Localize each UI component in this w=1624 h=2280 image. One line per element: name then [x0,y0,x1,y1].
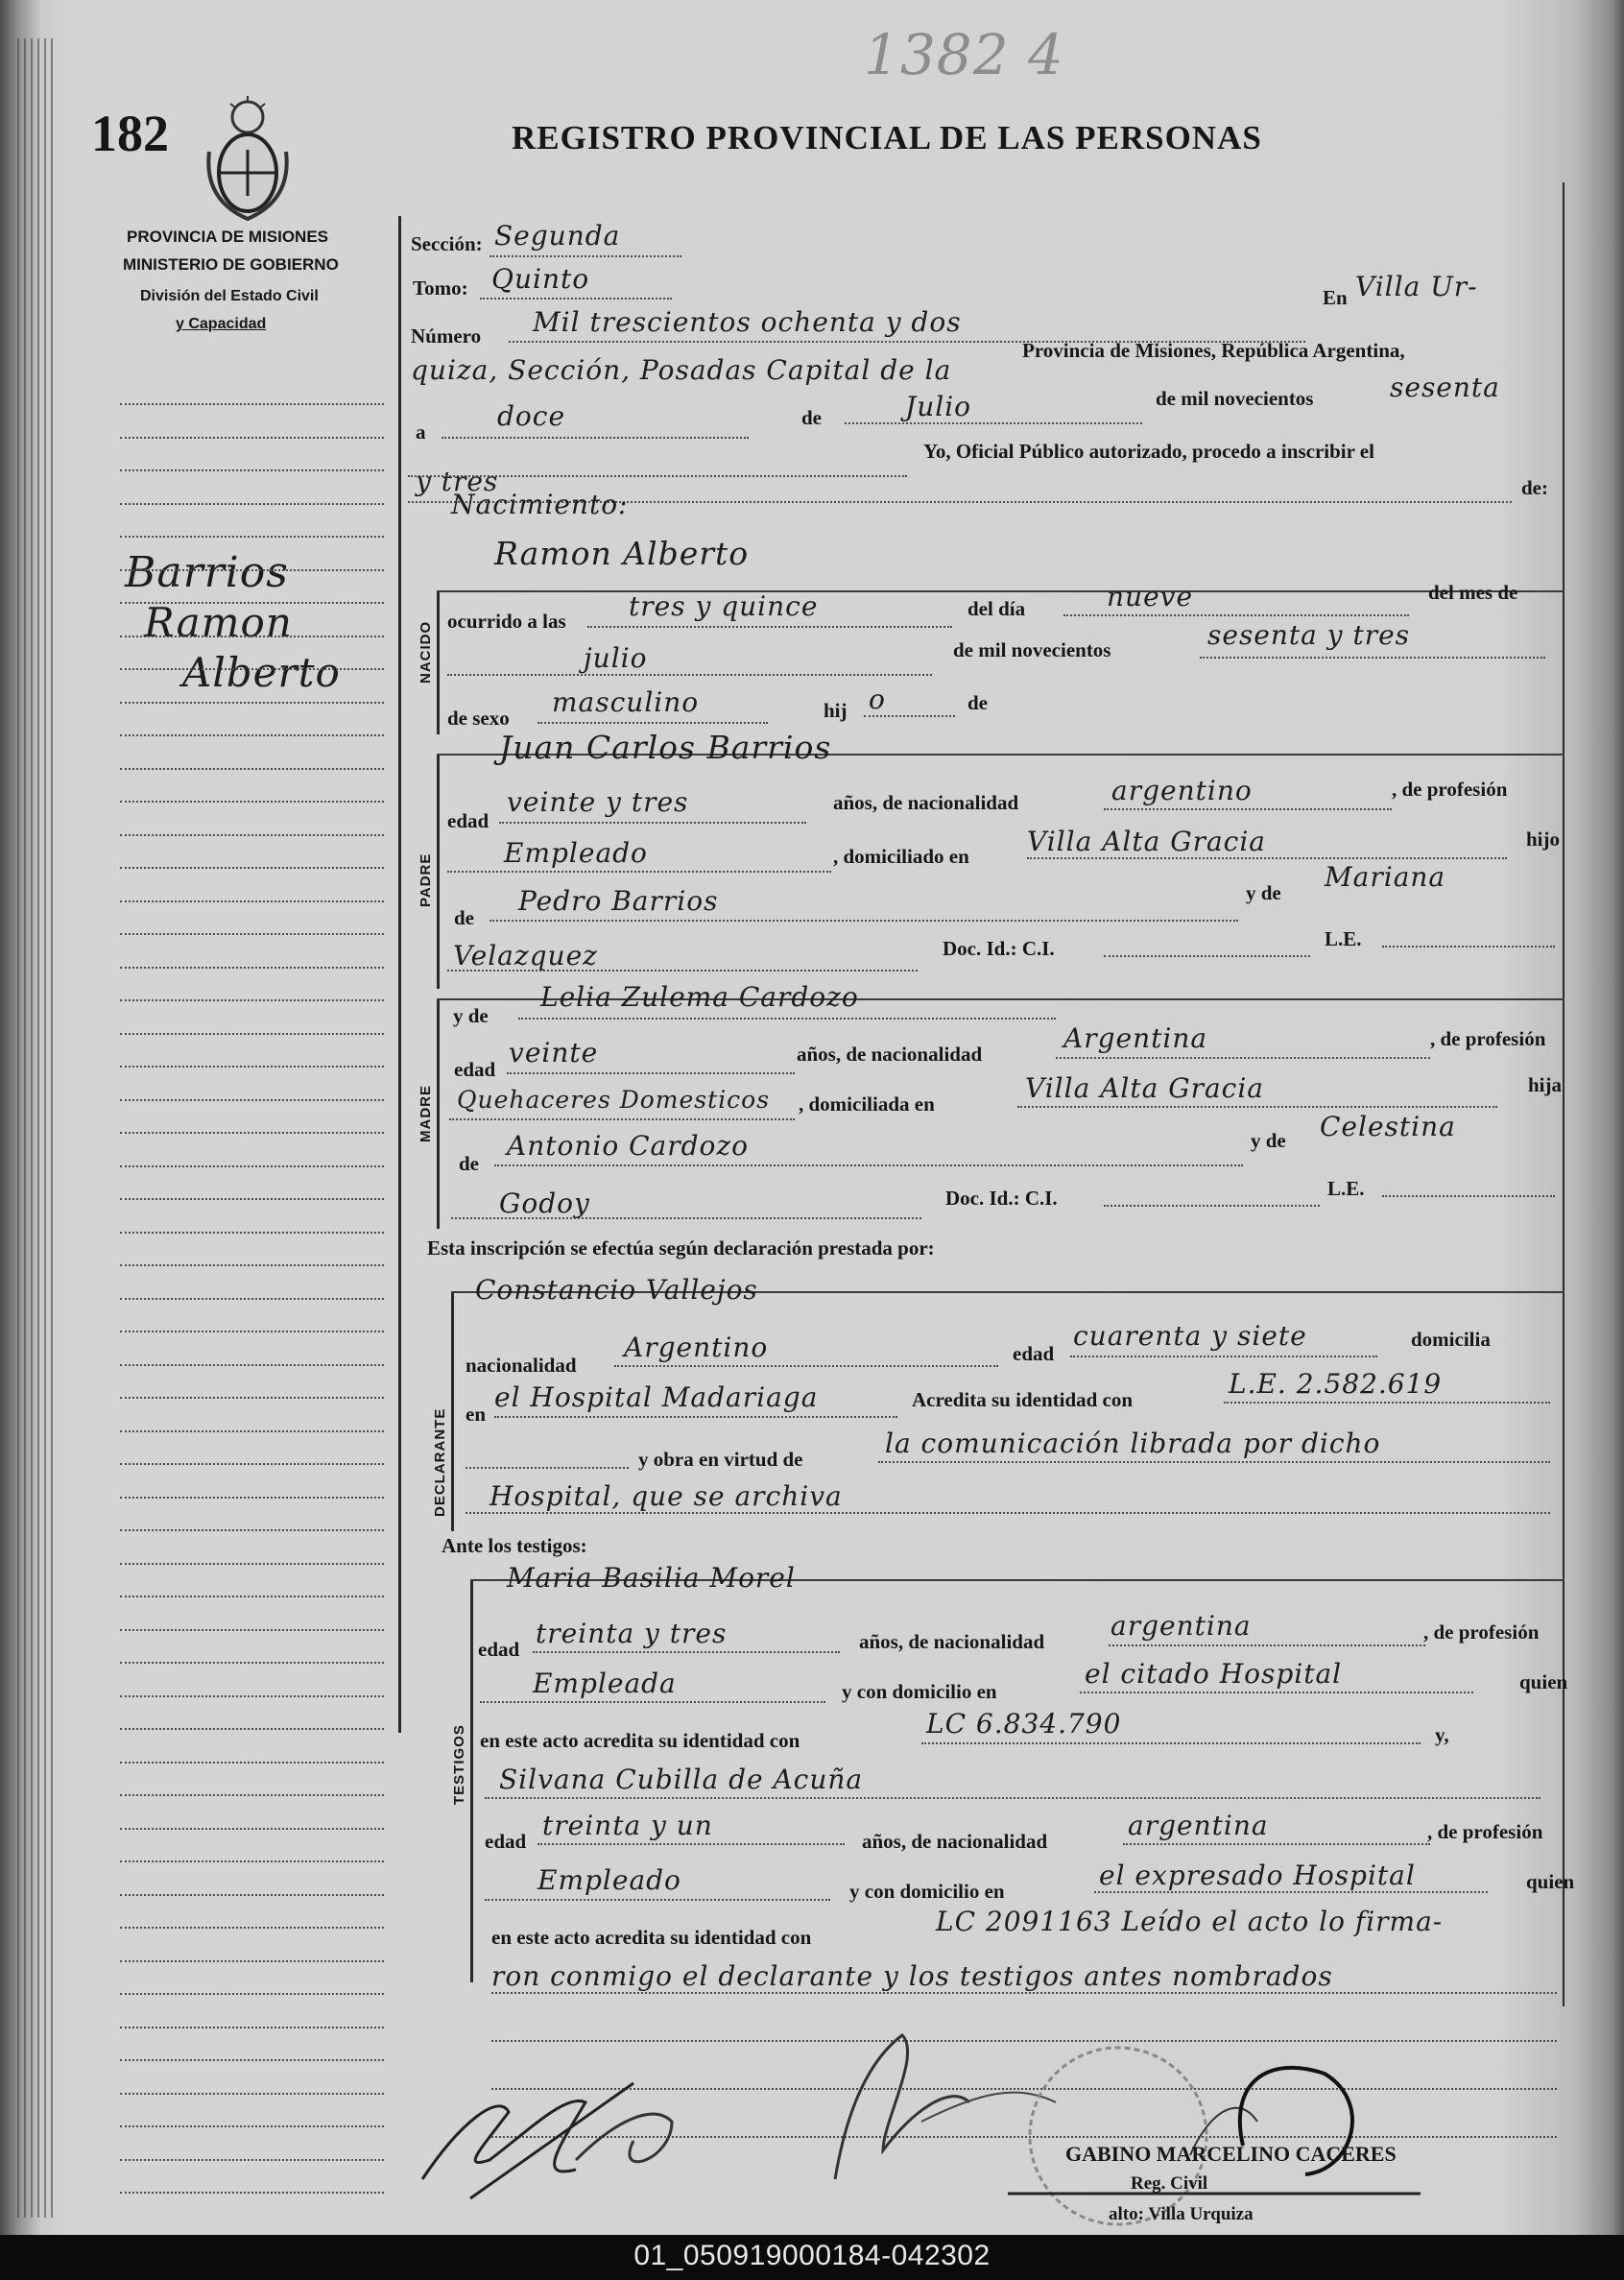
padre-rule [437,754,440,989]
margin-ruled-line [120,1695,384,1697]
declarante-obra-label: y obra en virtud de [638,1448,803,1471]
declarante-nac-line [614,1365,998,1367]
numero-label: Número [411,324,482,348]
padre-nacionalidad: argentino [1111,775,1253,806]
padre-de-label: de [454,906,474,929]
declarante-domicilia-label: domicilia [1411,1328,1491,1351]
testigo1-edad: treinta y tres [536,1618,728,1649]
margin-surname: Barrios [125,548,289,597]
declarante-obra-line [878,1461,1550,1463]
madre-de-label: de [459,1152,479,1175]
declarante-name: Constancio Vallejos [475,1274,758,1306]
margin-ruled-line [120,1794,384,1796]
madre-edad: veinte [509,1037,599,1068]
testigo2-name-line [485,1797,1540,1799]
testigo2-acredita-label: en este acto acredita su identidad con [491,1926,812,1949]
margin-ruled-line [120,1331,384,1332]
margin-ruled-line [120,1198,384,1200]
tomo-label: Tomo: [413,276,468,300]
margin-ruled-line [120,867,384,869]
margin-ruled-line [120,2093,384,2095]
pencil-number: 1382 4 [864,22,1064,87]
footer-code: 01_050919000184-042302 [633,2240,991,2271]
margin-ruled-line [120,536,384,538]
officer-line-2: Reg. Civil [1131,2173,1208,2194]
madre-dom-label: , domiciliada en [799,1092,935,1116]
mes-value: julio [584,642,648,674]
padre-le-line [1382,946,1555,948]
month-line [845,422,1142,424]
sexo-line [537,722,768,724]
day-value: doce [497,400,566,432]
padre-edad: veinte y tres [507,786,689,818]
margin-ruled-line [120,1927,384,1929]
testigo2-nac: argentina [1128,1810,1269,1841]
margin-ruled-line [120,1132,384,1134]
margin-ruled-line [120,636,384,637]
margin-ruled-line [120,1463,384,1465]
margin-ruled-line [120,1364,384,1366]
org-line-3: División del Estado Civil [140,288,319,304]
padre-nac-label: años, de nacionalidad [833,791,1019,814]
testigos-intro: Ante los testigos: [442,1534,587,1557]
testigo1-y-label: y, [1435,1723,1449,1746]
declarante-dom-line [494,1416,897,1418]
margin-ruled-line [120,2125,384,2127]
testigo2-dom-line [1094,1891,1488,1893]
coat-of-arms-seal [203,94,292,224]
madre-rule [437,998,440,1229]
madre-nac-line [1056,1057,1430,1059]
closing-text: ron conmigo el declarante y los testigos antes nombrados [491,1960,1333,1992]
dia-line [1063,614,1409,616]
declarante-edad-line [1070,1356,1377,1357]
testigo1-name: Maria Basilia Morel [507,1562,796,1594]
margin-ruled-line [120,2059,384,2061]
margin-ruled-line [120,834,384,836]
margin-ruled-line [120,602,384,604]
testigo2-edad-line [537,1843,845,1845]
margin-ruled-line [120,403,384,405]
year-continuation: y tres [416,466,499,497]
madre-madre-cont: Godoy [499,1188,590,1219]
testigo1-nac-label: años, de nacionalidad [859,1630,1045,1653]
en-value: Villa Ur- [1355,271,1478,302]
margin-ruled-line [120,999,384,1001]
seccion-label: Sección: [411,232,483,255]
margin-name-2: Alberto [182,649,341,696]
de-end-label: de: [1521,476,1548,499]
testigo2-edad: treinta y un [542,1810,713,1841]
margin-ruled-line [120,1430,384,1432]
month-value: Julio [905,391,972,422]
nacido-de-label: de [967,691,988,714]
year-label: de mil novecientos [1156,387,1314,410]
margin-ruled-line [120,2192,384,2194]
madre-nac-label: años, de nacionalidad [797,1043,983,1066]
anio-line [1200,657,1545,659]
declarante-rule [451,1291,454,1531]
declarante-intro: Esta inscripción se efectúa según declaración prestada por: [427,1236,935,1260]
year-cont-line [408,475,907,477]
padre-dom-label: , domiciliado en [833,845,969,868]
officer-name: GABINO MARCELINO CACERES [1065,2142,1397,2166]
margin-ruled-line [120,900,384,902]
padre-prof-label: , de profesión [1392,778,1508,801]
declarante-obra: la comunicación librada por dicho [885,1428,1381,1459]
margin-ruled-line [120,801,384,803]
madre-y-de2-label: y de [1251,1129,1286,1152]
margin-ruled-line [120,1563,384,1565]
testigo2-name: Silvana Cubilla de Acuña [499,1764,864,1795]
margin-ruled-line [120,1960,384,1962]
declarante-obra-cont-line [466,1512,1550,1514]
hij-value: o [869,684,886,715]
margin-ruled-line [120,1629,384,1631]
margin-ruled-line [120,702,384,704]
declarante-edad: cuarenta y siete [1073,1320,1307,1352]
testigo2-nac-line [1123,1843,1430,1845]
testigo2-doc: LC 2091163 Leído el acto lo firma- [936,1906,1444,1937]
officer-line-3: alto: Villa Urquiza [1109,2204,1254,2224]
padre-profesion: Empleado [504,837,648,869]
testigos-rule [470,1579,473,1982]
margin-ruled-line [120,734,384,736]
hij-line [864,715,955,717]
del-dia-label: del día [967,597,1026,620]
madre-madre-nombre: Celestina [1320,1111,1456,1142]
declarante-nac-label: nacionalidad [466,1354,577,1377]
declarante-domicilio: el Hospital Madariaga [494,1381,819,1413]
margin-ruled-line [120,469,384,471]
testigo1-nac: argentina [1111,1610,1252,1642]
hij-label: hij [824,699,848,722]
anio-value: sesenta y tres [1207,619,1411,651]
right-border-rule [1563,182,1564,2006]
provincia-text: Provincia de Misiones, República Argentina, [1022,339,1405,362]
madre-name: Lelia Zulema Cardozo [540,981,859,1013]
day-line [442,437,749,439]
madre-nacionalidad: Argentina [1063,1022,1208,1054]
testigo1-doc-line [921,1742,1421,1744]
testigo2-edad-label: edad [485,1830,527,1853]
madre-hija-label: hija [1528,1073,1563,1096]
madre-side-label: MADRE [418,1085,434,1142]
signatures-and-stamp [384,1978,1459,2232]
testigo2-dom-label: y con domicilio en [849,1880,1005,1903]
madre-prof-label: , de profesión [1430,1027,1546,1050]
testigo1-edad-label: edad [478,1638,520,1661]
padre-doc-line [1104,955,1310,957]
padre-name: Juan Carlos Barrios [499,729,832,766]
madre-le-line [1382,1195,1555,1197]
testigo1-prof: Empleada [533,1668,677,1699]
seccion-line [490,255,681,257]
margin-name-1: Ramon [144,599,293,646]
madre-edad-line [507,1072,795,1074]
madre-le-label: L.E. [1327,1177,1365,1200]
org-line-2: MINISTERIO DE GOBIERNO [123,255,339,274]
tomo-line [480,298,672,300]
margin-ruled-line [120,1894,384,1896]
madre-padre-line [494,1164,1243,1166]
margin-ruled-line [120,1993,384,1995]
main-column-rule [398,216,401,1733]
madre-doc-line [1104,1205,1320,1207]
testigo1-prof-line [480,1701,825,1703]
mil-label: de mil novecientos [953,638,1111,661]
margin-ruled-line [120,1033,384,1035]
padre-padre-line [490,920,1238,922]
madre-edad-label: edad [454,1058,496,1081]
nacido-rule [437,590,440,734]
testigo1-dom-label: y con domicilio en [842,1680,997,1703]
madre-dom-line [1017,1106,1497,1108]
padre-le-label: L.E. [1325,927,1362,950]
declarante-en-label: en [466,1403,486,1426]
madre-domicilio: Villa Alta Gracia [1025,1072,1264,1104]
madre-madre-cont-line [451,1217,921,1219]
padre-prof-line [447,871,831,873]
declarante-obra-cont: Hospital, que se archiva [490,1480,843,1512]
madre-y-de-label: y de [453,1004,489,1027]
del-mes-label: del mes de [1428,581,1518,604]
declarante-documento: L.E. 2.582.619 [1229,1368,1443,1400]
margin-ruled-line [120,2159,384,2161]
margin-ruled-line [120,967,384,969]
testigo1-acredita-label: en este acto acredita su identidad con [480,1729,800,1752]
testigo1-dom: el citado Hospital [1085,1658,1343,1690]
nacido-top-rule [437,590,1564,592]
padre-madre-cont: Velazquez [453,940,598,972]
madre-prof-line [449,1118,795,1120]
a-label: a [416,420,426,444]
margin-ruled-line [120,1860,384,1862]
tomo-value: Quinto [491,263,590,295]
sexo-value: masculino [552,686,700,718]
margin-ruled-line [120,1596,384,1597]
testigo1-quien-label: quien [1519,1670,1568,1693]
testigos-side-label: TESTIGOS [451,1724,467,1805]
org-line-1: PROVINCIA DE MISIONES [127,228,329,246]
padre-doc-label: Doc. Id.: C.I. [943,937,1055,960]
acto-value: Nacimiento: [451,489,629,520]
margin-ruled-line [120,1662,384,1664]
padre-edad-label: edad [447,809,490,832]
padre-padre-nombre: Pedro Barrios [518,885,719,917]
de-label: de [801,406,822,429]
testigo2-prof: Empleado [537,1864,681,1896]
hora-value: tres y quince [629,590,819,622]
padre-y-de-label: y de [1246,881,1281,904]
margin-ruled-line [120,1397,384,1399]
padre-madre-nombre: Mariana [1325,861,1446,893]
madre-profesion: Quehaceres Domesticos [457,1086,771,1114]
margin-ruled-line [120,1165,384,1167]
margin-ruled-line [120,1232,384,1234]
padre-side-label: PADRE [418,852,434,907]
declarante-doc-line [1224,1402,1550,1404]
dia-value: nueve [1107,581,1194,612]
madre-doc-label: Doc. Id.: C.I. [945,1187,1058,1210]
ocurrido-label: ocurrido a las [447,610,566,633]
nacido-side-label: NACIDO [418,620,434,684]
sexo-label: de sexo [447,707,510,730]
padre-domicilio: Villa Alta Gracia [1027,826,1266,857]
margin-ruled-line [120,1066,384,1068]
hora-line [587,626,952,628]
margin-ruled-line [120,768,384,770]
testigo1-doc: LC 6.834.790 [926,1708,1122,1740]
testigo1-edad-line [533,1651,840,1653]
testigo1-dom-line [1080,1692,1473,1693]
testigo2-prof-line [485,1899,830,1901]
book-spine [17,38,56,2218]
padre-nac-line [1104,808,1392,810]
year-value: sesenta [1390,372,1500,403]
margin-ruled-line [120,1264,384,1266]
testigo2-dom: el expresado Hospital [1099,1860,1416,1891]
margin-ruled-line [120,437,384,439]
nacido-name: Ramon Alberto [494,535,750,572]
org-line-4: y Capacidad [176,316,267,332]
en-label: En [1323,286,1348,309]
margin-ruled-line [120,1298,384,1300]
declarante-edad-label: edad [1013,1342,1055,1365]
testigo1-prof-label: , de profesión [1423,1620,1540,1644]
margin-ruled-line [120,569,384,571]
margin-ruled-line [120,1497,384,1499]
margin-ruled-line [120,503,384,505]
margin-ruled-line [120,668,384,670]
margin-ruled-line [120,1529,384,1531]
testigo1-nac-line [1109,1644,1425,1646]
margin-ruled-line [120,1828,384,1830]
margin-ruled-line [120,1762,384,1764]
padre-madre-cont-line [447,970,918,972]
padre-edad-line [499,822,806,824]
testigo2-quien-label: quien [1526,1870,1575,1893]
declarante-nacionalidad: Argentino [624,1332,769,1363]
margin-ruled-line [120,2027,384,2028]
page-title: REGISTRO PROVINCIAL DE LAS PERSONAS [512,119,1262,156]
declarante-obra-lead [466,1467,629,1469]
padre-hijo-label: hijo [1526,828,1561,851]
mes-line [447,674,932,676]
padre-dom-line [1027,857,1507,859]
madre-padre-nombre: Antonio Cardozo [507,1130,750,1162]
declarante-side-label: DECLARANTE [432,1407,448,1517]
yo-text: Yo, Oficial Público autorizado, procedo a inscribir el [923,440,1374,463]
folio-number: 182 [91,105,169,162]
madre-name-line [518,1018,1056,1020]
seccion-value: Segunda [494,220,621,252]
testigo2-prof-label: , de profesión [1427,1820,1543,1843]
numero-value: Mil trescientos ochenta y dos [533,306,962,338]
margin-ruled-line [120,933,384,935]
testigo2-nac-label: años, de nacionalidad [862,1830,1048,1853]
declarante-acredita-label: Acredita su identidad con [912,1388,1134,1411]
margin-ruled-line [120,1099,384,1101]
place-continuation: quiza, Sección, Posadas Capital de la [411,354,952,386]
margin-ruled-line [120,1728,384,1730]
